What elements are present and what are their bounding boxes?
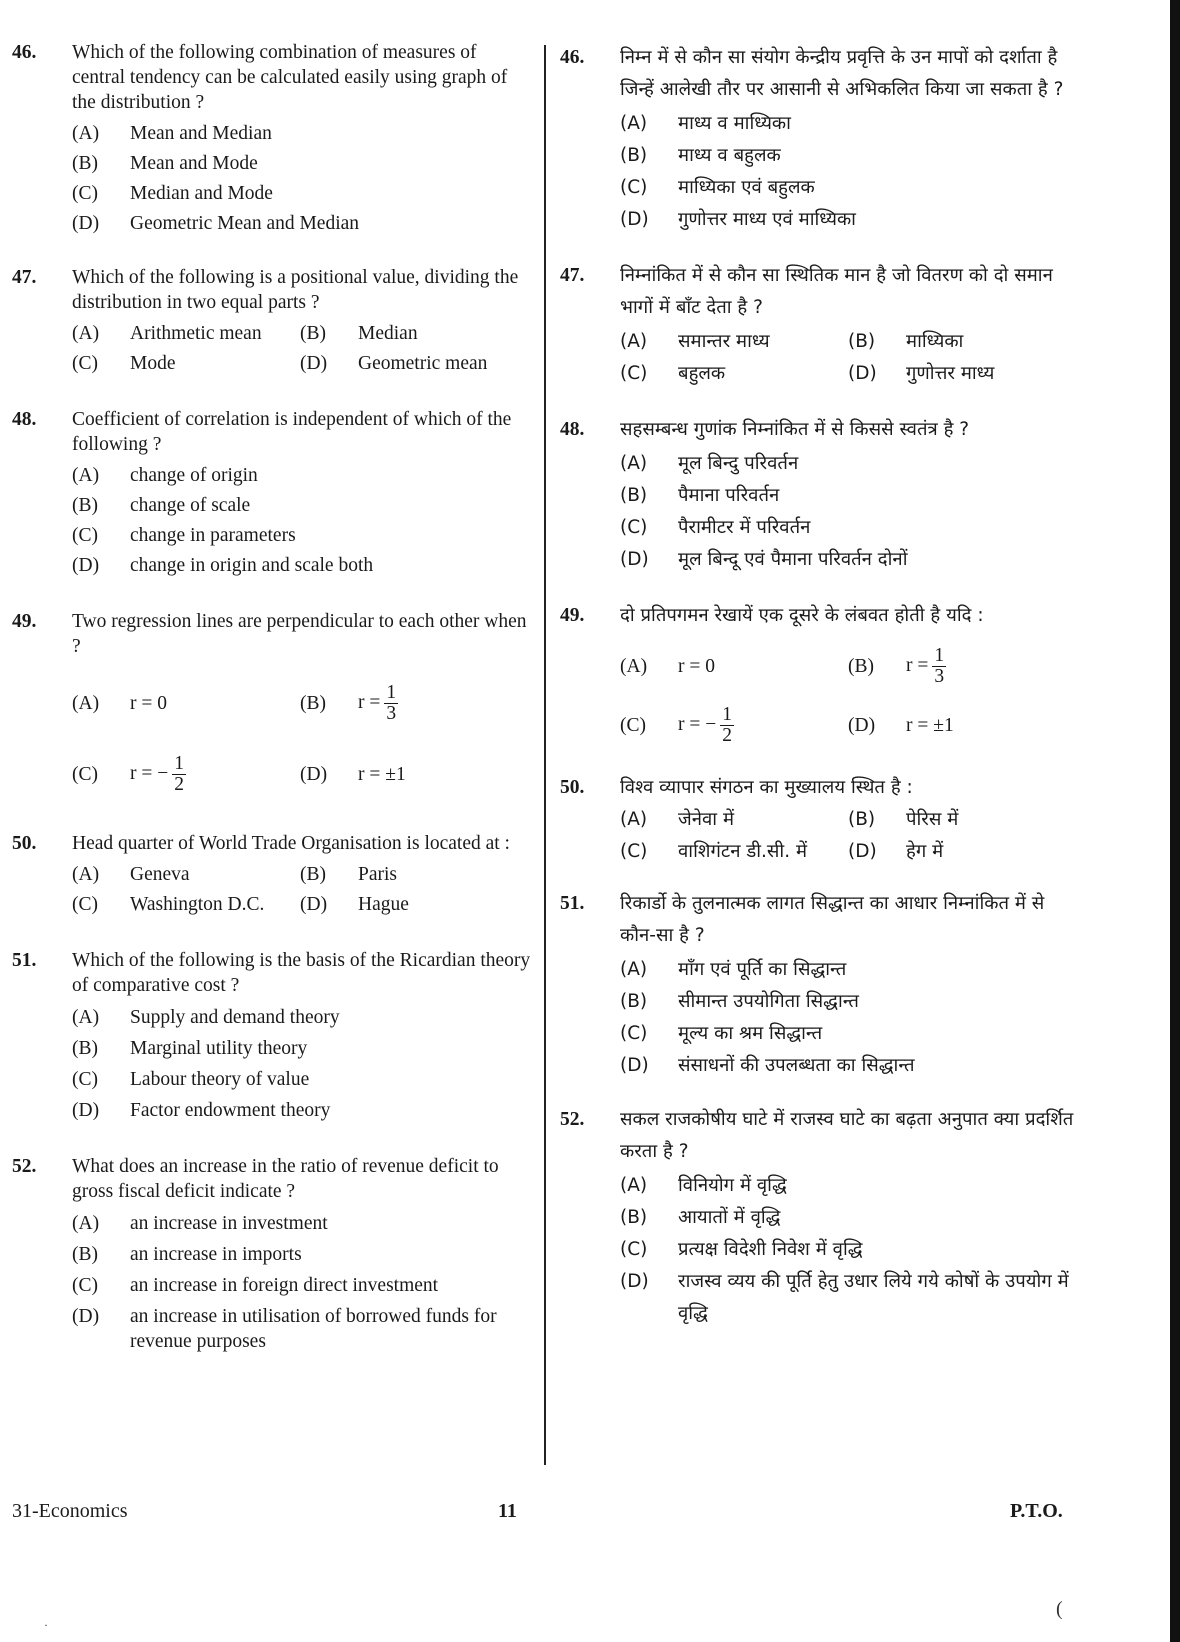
option-label: (A) (620, 331, 648, 352)
option-label: (C) (72, 525, 98, 546)
option-d (620, 544, 1075, 576)
option-label: (D) (300, 353, 328, 374)
option-text: सीमान्त उपयोगिता सिद्धान्त (678, 991, 859, 1012)
option-label: (C) (620, 841, 648, 862)
option-label: (C) (72, 894, 98, 915)
option-text: Labour theory of value (130, 1069, 310, 1090)
question-number: 47. (12, 267, 37, 288)
option-text: माँग एवं पूर्ति का सिद्धान्त (678, 959, 847, 980)
option-label: (A) (620, 655, 648, 677)
option-label: (A) (72, 864, 100, 885)
option-text: change in origin and scale both (130, 555, 374, 576)
option-text: r = ±1 (358, 764, 406, 785)
option-label: (A) (72, 123, 100, 144)
option-text: an increase in investment (130, 1213, 328, 1234)
fraction-denominator: 3 (934, 666, 945, 687)
fraction-numerator: 1 (722, 704, 732, 725)
option-label: (D) (620, 549, 649, 570)
option-label: (D) (848, 714, 876, 736)
question-49-hi (560, 600, 1075, 746)
option-text: Supply and demand theory (130, 1007, 340, 1028)
fraction-denominator: 2 (174, 774, 184, 795)
option-text: हेग में (906, 841, 944, 862)
option-label: (B) (848, 331, 876, 352)
option-a (72, 119, 532, 149)
option-label: (A) (72, 1213, 100, 1234)
question-text: निम्न में से कौन सा संयोग केन्द्रीय प्रवृत्ति के उन मापों को दर्शाता है जिन्हें आलेखी तौर पर आसानी से अभिकलित किया जा सकता है ? (620, 47, 1064, 100)
option-label: (B) (72, 495, 98, 516)
option-label: (B) (620, 145, 648, 166)
option-label: (C) (72, 1275, 98, 1296)
question-text: Head quarter of World Trade Organisation is located at : (72, 833, 510, 854)
option-text: Hague (358, 894, 409, 915)
question-number: 50. (12, 833, 37, 854)
scan-dot: · (44, 1618, 48, 1632)
fraction-prefix: r = − (130, 762, 169, 784)
option-label: (C) (72, 353, 98, 374)
option-text: विनियोग में वृद्धि (678, 1175, 787, 1196)
option-b (620, 1202, 1075, 1234)
option-c (72, 1064, 532, 1095)
option-label: (D) (620, 209, 649, 230)
question-number: 49. (12, 611, 37, 632)
option-text: आयातों में वृद्धि (678, 1207, 781, 1228)
option-label: (D) (72, 213, 100, 234)
option-c (620, 1018, 1075, 1050)
option-label: (B) (72, 1038, 98, 1059)
question-number: 52. (560, 1109, 585, 1130)
fraction-denominator: 2 (722, 725, 732, 746)
option-text: change in parameters (130, 525, 296, 546)
option-a (620, 1170, 1075, 1202)
options-grid (620, 646, 1075, 746)
option-text: जेनेवा में (678, 809, 735, 830)
option-label: (B) (848, 655, 874, 677)
question-50-en (12, 831, 532, 920)
option-label: (A) (72, 1007, 100, 1028)
column-divider (544, 45, 546, 1465)
options-grid (620, 804, 1075, 868)
fraction (932, 646, 946, 687)
option-label: (B) (300, 693, 326, 714)
option-text: गुणोत्तर माध्य एवं माध्यिका (678, 209, 856, 230)
question-number: 50. (560, 777, 585, 798)
fraction-numerator: 1 (934, 645, 945, 666)
question-number: 51. (12, 950, 37, 971)
question-number: 46. (560, 47, 585, 68)
question-text: निम्नांकित में से कौन सा स्थितिक मान है जो वितरण को दो समान भागों में बाँट देता है ? (620, 265, 1053, 318)
option-label: (B) (300, 864, 326, 885)
option-label: (D) (300, 894, 328, 915)
option-text: Mode (130, 353, 176, 374)
question-text: सकल राजकोषीय घाटे में राजस्व घाटे का बढ़ता अनुपात क्या प्रदर्शित करता है ? (620, 1109, 1074, 1162)
option-text: Median (358, 323, 418, 344)
option-text: गुणोत्तर माध्य (906, 363, 995, 384)
option-c (72, 179, 532, 209)
options-grid (72, 683, 532, 795)
option-label: (C) (620, 1023, 648, 1044)
option-text: Geometric mean (358, 353, 488, 374)
option-text: बहुलक (678, 363, 726, 384)
option-label: (D) (72, 555, 100, 576)
option-d (620, 1050, 1075, 1082)
option-text: change of origin (130, 465, 258, 486)
option-b (620, 140, 1075, 172)
option-label: (D) (848, 841, 877, 862)
option-text (130, 754, 300, 795)
question-51-hi (560, 888, 1075, 1082)
page-number: 11 (498, 1500, 517, 1522)
option-text (678, 705, 848, 746)
option-c (620, 172, 1075, 204)
question-number: 52. (12, 1156, 37, 1177)
option-b (72, 1239, 532, 1270)
question-text: रिकार्डो के तुलनात्मक लागत सिद्धान्त का आधार निम्नांकित में से कौन-सा है ? (620, 893, 1045, 946)
option-a (620, 448, 1075, 480)
option-label: (C) (620, 363, 648, 384)
option-label: (D) (300, 764, 328, 785)
option-label: (A) (620, 1175, 648, 1196)
option-c (620, 1234, 1075, 1266)
option-text: change of scale (130, 495, 251, 516)
question-number: 48. (12, 409, 37, 430)
question-47-hi (560, 260, 1075, 390)
option-text: Washington D.C. (130, 894, 265, 915)
option-text: माध्य व बहुलक (678, 145, 781, 166)
option-text: मूल्य का श्रम सिद्धान्त (678, 1023, 823, 1044)
option-label: (C) (620, 1239, 648, 1260)
option-d (72, 209, 532, 239)
option-label: (A) (620, 453, 648, 474)
option-text: माध्यिका एवं बहुलक (678, 177, 815, 198)
option-label: (D) (848, 363, 877, 384)
option-label: (B) (72, 1244, 98, 1265)
option-text: वाशिगंटन डी.सी. में (678, 841, 808, 862)
option-text: r = 0 (130, 693, 167, 714)
question-text: Two regression lines are perpendicular to each other when ? (72, 611, 527, 657)
question-number: 48. (560, 419, 585, 440)
option-a (620, 954, 1075, 986)
option-text (906, 646, 1075, 687)
option-text: Mean and Median (130, 123, 272, 144)
option-text: an increase in foreign direct investment (130, 1275, 439, 1296)
fraction (720, 705, 734, 746)
option-b (620, 480, 1075, 512)
option-text: r = ±1 (906, 714, 954, 736)
option-d (620, 1266, 1075, 1330)
option-text: माध्यिका (906, 331, 964, 352)
question-51-en (12, 948, 532, 1126)
footer-subject: 31-Economics (12, 1500, 128, 1522)
question-50-hi (560, 772, 1075, 868)
option-a (72, 1002, 532, 1033)
option-label: (C) (72, 1069, 98, 1090)
option-text: राजस्व व्यय की पूर्ति हेतु उधार लिये गये कोषों के उपयोग में वृद्धि (678, 1271, 1069, 1324)
option-text: Arithmetic mean (130, 323, 262, 344)
question-number: 49. (560, 605, 585, 626)
option-label: (A) (72, 465, 100, 486)
question-47-en (12, 265, 532, 379)
question-52-en (12, 1154, 532, 1354)
option-text: पैरामीटर में परिवर्तन (678, 517, 811, 538)
option-label: (A) (620, 113, 648, 134)
option-text: an increase in imports (130, 1244, 302, 1265)
option-text: पेरिस में (906, 809, 959, 830)
option-text: माध्य व माध्यिका (678, 113, 791, 134)
option-text: Marginal utility theory (130, 1038, 308, 1059)
option-c (72, 1270, 532, 1301)
option-label: (B) (620, 485, 648, 506)
question-52-hi (560, 1104, 1075, 1330)
option-label: (D) (72, 1100, 100, 1121)
fraction (172, 754, 186, 795)
option-label: (B) (620, 1207, 648, 1228)
option-label: (C) (620, 517, 648, 538)
fraction-denominator: 3 (386, 703, 397, 724)
option-label: (A) (620, 809, 648, 830)
option-text: Mean and Mode (130, 153, 258, 174)
option-label: (A) (620, 959, 648, 980)
option-label: (D) (620, 1271, 649, 1292)
option-label: (D) (620, 1055, 649, 1076)
option-text: Paris (358, 864, 397, 885)
option-label: (C) (620, 714, 646, 736)
options-grid (620, 326, 1075, 390)
options-grid (72, 860, 532, 920)
question-46-en (12, 40, 532, 239)
scan-edge (1170, 0, 1180, 1642)
option-label: (B) (72, 153, 98, 174)
option-b (72, 491, 532, 521)
option-a (620, 108, 1075, 140)
question-49-en (12, 609, 532, 795)
question-text: Which of the following combination of measures of central tendency can be calculated easily using graph of the distribution ? (72, 42, 508, 113)
question-text: सहसम्बन्ध गुणांक निम्नांकित में से किससे स्वतंत्र है ? (620, 419, 970, 440)
option-label: (C) (620, 177, 648, 198)
option-text: Factor endowment theory (130, 1100, 331, 1121)
question-text: Which of the following is a positional value, dividing the distribution in two equal parts ? (72, 267, 519, 313)
option-text: an increase in utilisation of borrowed funds for revenue purposes (130, 1306, 497, 1352)
option-b (620, 986, 1075, 1018)
options-grid (72, 319, 532, 379)
english-column (12, 40, 532, 1354)
option-label: (A) (72, 693, 100, 714)
option-text: मूल बिन्दु परिवर्तन (678, 453, 799, 474)
hindi-column (560, 42, 1075, 1330)
option-text (358, 683, 532, 724)
fraction-prefix: r = (906, 654, 929, 676)
question-number: 47. (560, 265, 585, 286)
option-b (72, 1033, 532, 1064)
option-text: Median and Mode (130, 183, 273, 204)
question-46-hi (560, 42, 1075, 236)
option-text: Geometric Mean and Median (130, 213, 360, 234)
question-text: What does an increase in the ratio of revenue deficit to gross fiscal deficit indicate ? (72, 1156, 499, 1202)
fraction-prefix: r = (358, 691, 381, 713)
pto-label: P.T.O. (1010, 1500, 1063, 1522)
option-d (620, 204, 1075, 236)
option-label: (A) (72, 323, 100, 344)
question-text: Coefficient of correlation is independent of which of the following ? (72, 409, 512, 455)
option-label: (B) (848, 809, 876, 830)
scan-mark: ( (1056, 1598, 1063, 1620)
option-label: (C) (72, 764, 98, 785)
option-label: (B) (620, 991, 648, 1012)
option-d (72, 551, 532, 581)
option-text: पैमाना परिवर्तन (678, 485, 780, 506)
question-number: 51. (560, 893, 585, 914)
option-text: मूल बिन्दू एवं पैमाना परिवर्तन दोनों (678, 549, 908, 570)
option-a (72, 1208, 532, 1239)
option-text: प्रत्यक्ष विदेशी निवेश में वृद्धि (678, 1239, 863, 1260)
option-d (72, 1304, 532, 1354)
option-label: (D) (72, 1306, 100, 1327)
fraction-prefix: r = − (678, 713, 717, 735)
question-number: 46. (12, 42, 37, 63)
option-c (72, 521, 532, 551)
fraction-numerator: 1 (174, 753, 184, 774)
option-a (72, 461, 532, 491)
option-label: (C) (72, 183, 98, 204)
option-c (620, 512, 1075, 544)
question-text: दो प्रतिपगमन रेखायें एक दूसरे के लंबवत होती है यदि : (620, 605, 984, 626)
question-48-en (12, 407, 532, 581)
question-text: Which of the following is the basis of the Ricardian theory of comparative cost ? (72, 950, 531, 996)
option-label: (B) (300, 323, 326, 344)
option-text: संसाधनों की उपलब्धता का सिद्धान्त (678, 1055, 915, 1076)
option-b (72, 149, 532, 179)
option-text: समान्तर माध्य (678, 331, 770, 352)
option-text: Geneva (130, 864, 190, 885)
option-d (72, 1095, 532, 1126)
question-text: विश्व व्यापार संगठन का मुख्यालय स्थित है : (620, 777, 913, 798)
question-48-hi (560, 414, 1075, 576)
fraction (384, 683, 398, 724)
option-text: r = 0 (678, 655, 715, 677)
fraction-numerator: 1 (386, 682, 397, 703)
